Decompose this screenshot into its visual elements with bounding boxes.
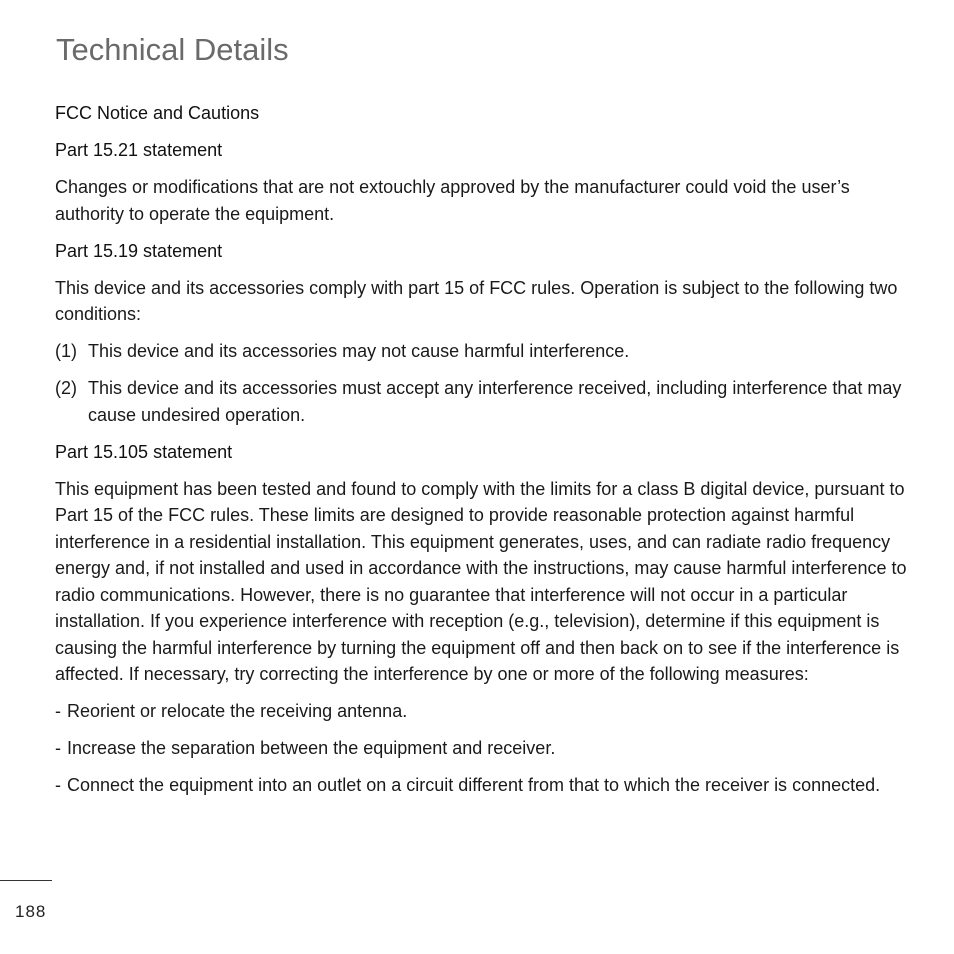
- part-15-21-text: Changes or modifications that are not extouchly approved by the manufacturer could void the user’s authority to operate the equipment.: [55, 177, 850, 224]
- document-body: [55, 100, 915, 809]
- measures-list: [55, 698, 915, 799]
- part-15-105-heading: Part 15.105 statement: [55, 441, 233, 462]
- list-item: [55, 375, 915, 428]
- part-15-19-heading: Part 15.19 statement: [55, 240, 223, 261]
- list-item-text: This device and its accessories may not cause harmful interference.: [88, 341, 630, 361]
- page-number: 188: [15, 902, 47, 921]
- list-item-text: Connect the equipment into an outlet on a circuit different from that to which the receiver is connected.: [67, 775, 881, 795]
- list-marker: (2): [55, 378, 77, 398]
- part-15-105-text: This equipment has been tested and found to comply with the limits for a class B digital device, pursuant to Part 15 of the FCC rules. These limits are designed to provide reasonable protection against harmful interference in a residential installation. This equipment generates, uses, and can radiate radio frequency energy and, if not installed and used in accordance with the instructions, may cause harmful interference to radio communications. However, there is no guarantee that interference will not occur in a particular installation. If you experience interference with reception (e.g., television), determine if this equipment is causing the harmful interference by turning the equipment off and then back on to see if the interference is affected. If necessary, try correcting the interference by one or more of the following measures:: [55, 478, 907, 684]
- list-marker: -: [55, 775, 61, 795]
- list-item: [55, 338, 915, 365]
- list-marker: -: [55, 738, 61, 758]
- list-item-text: Increase the separation between the equipment and receiver.: [67, 738, 556, 758]
- list-item: [55, 735, 915, 762]
- list-marker: (1): [55, 341, 77, 361]
- page-title: Technical Details: [56, 32, 289, 67]
- part-15-21-heading: Part 15.21 statement: [55, 140, 223, 160]
- footer-divider: [0, 880, 52, 881]
- list-item: [55, 698, 915, 725]
- list-item: [55, 772, 915, 799]
- conditions-list: [55, 338, 915, 428]
- list-item-text: Reorient or relocate the receiving antenna.: [67, 701, 408, 721]
- list-item-text: This device and its accessories must accept any interference received, including interference that may cause undesired operation.: [88, 378, 902, 425]
- section-heading: FCC Notice and Cautions: [55, 103, 260, 123]
- list-marker: -: [55, 701, 61, 721]
- part-15-19-text: This device and its accessories comply with part 15 of FCC rules. Operation is subject to the following two conditions:: [55, 277, 898, 324]
